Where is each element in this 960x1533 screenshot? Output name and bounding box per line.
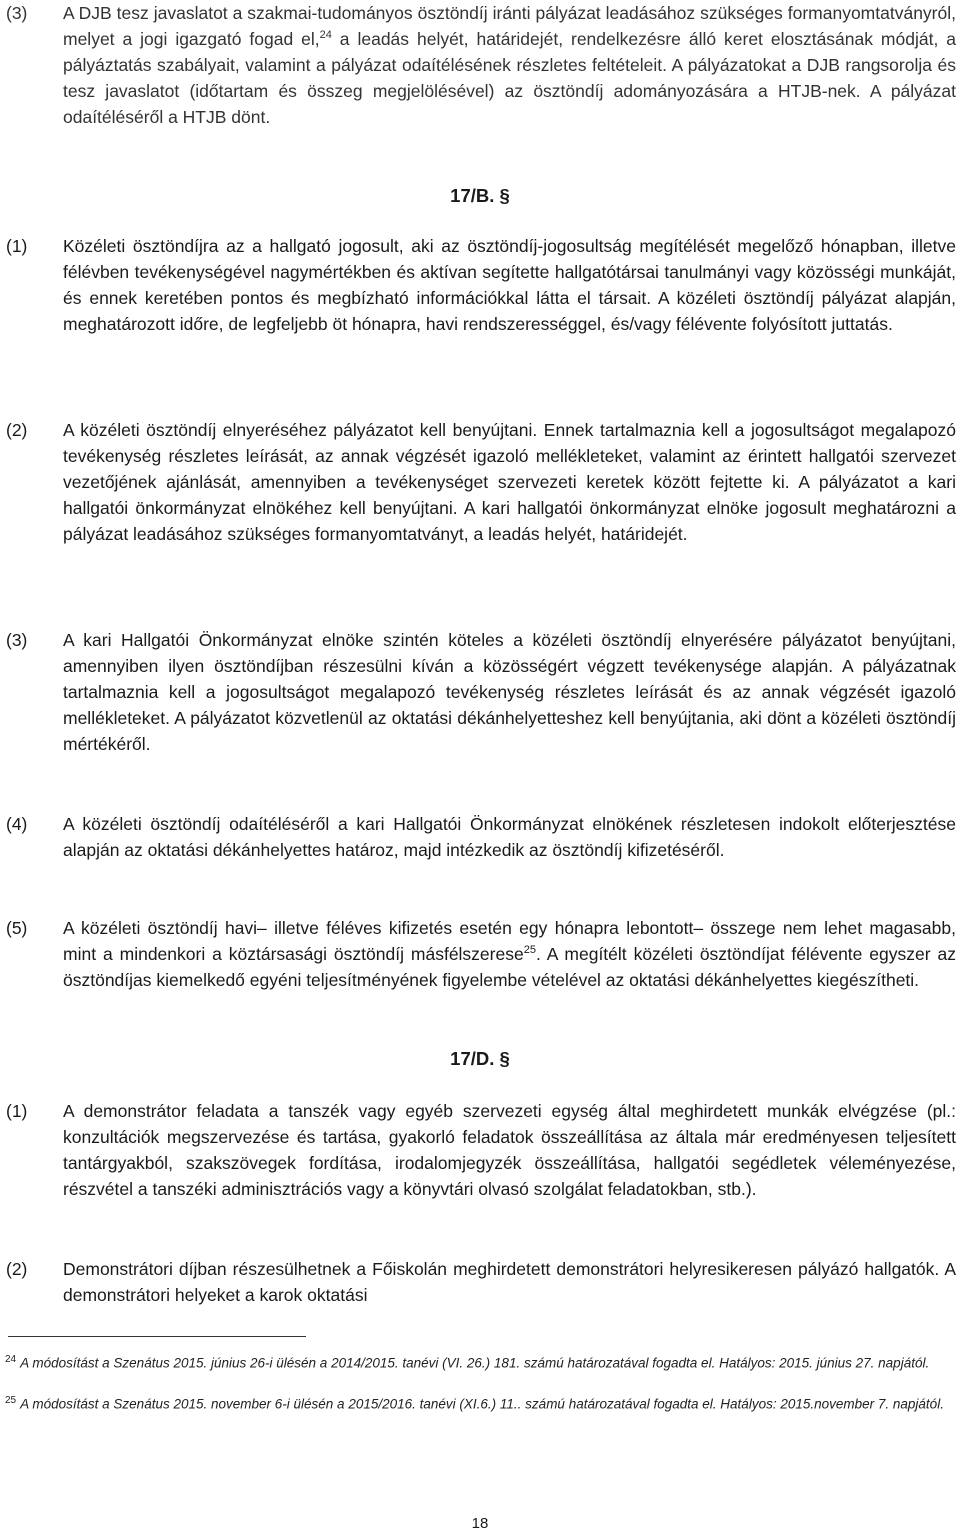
paragraph-text (63, 0, 956, 130)
paragraph-text: A közéleti ösztöndíj odaítéléséről a kari Hallgatói Önkormányzat elnökének részletesen indokolt előterjesztése alapján az oktatási dékánhelyettes határoz, majd intézkedik az ösztöndíj kifizetéséről. (63, 814, 956, 860)
paragraph-17b-3 (0, 627, 956, 757)
paragraph-text: A közéleti ösztöndíj elnyeréséhez pályázatot kell benyújtani. Ennek tartalmaznia kell a jogosultságot megalapozó tevékenység részletes leírását, az annak végzését igazoló mellékleteket, valamint az érintett hallgatói szervezet vezetőjének ajánlását, amennyiben a tevékenységet szervezeti keretek között fejtette ki. A pályázatot a kari hallgatói önkormányzat elnökéhez kell benyújtani. A kari hallgatói önkormányzat elnöke jogosult meghatározni a pályázat leadásához szükséges formanyomtatványt, a leadás helyét, határidejét. (63, 420, 956, 544)
paragraph-text: Közéleti ösztöndíjra az a hallgató jogosult, aki az ösztöndíj-jogosultság megítélését megelőző hónapban, illetve félévben tevékenységével nagymértékben és aktívan segítette hallgatótársai tanulmányi vagy közösségi munkáját, és ennek keretében pontos és megbízható információkkal látta el társait. A közéleti ösztöndíj pályázat alapján, meghatározott időre, de legfeljebb öt hónapra, havi rendszerességgel, és/vagy félévente folyósított juttatás. (63, 236, 956, 334)
page-number: 18 (471, 1515, 489, 1532)
footnote-text: A módosítást a Szenátus 2015. június 26-i ülésén a 2014/2015. tanévi (VI. 26.) 181. számú határozatával fogadta el. Hatályos: 2015. június 27. napjától. (20, 1355, 930, 1371)
section-heading-17b: 17/B. § (450, 185, 510, 206)
footnote-reference: 25 (523, 944, 536, 957)
footnote-text: A módosítást a Szenátus 2015. november 6-i ülésén a 2015/2016. tanévi (XI.6.) 11.. számú határozatával fogadta el. Hatályos: 2015.november 7. napjától. (20, 1396, 944, 1412)
paragraph-number: (1) (6, 236, 28, 256)
footnote-reference: 24 (319, 29, 332, 42)
paragraph-17d-2 (0, 1256, 956, 1308)
paragraph-number: (2) (6, 1259, 28, 1279)
paragraph-text-part: A DJB tesz javaslatot a szakmai-tudományos ösztöndíj iránti pályázat leadásához szükséges formanyomtatványról, melyet a jogi igazgató fogad el, (63, 3, 956, 49)
paragraph-text-part: . A megítélt közéleti ösztöndíjat félévente egyszer az ösztöndíjas kiemelkedő egyéni teljesítményének figyelembe vételével az oktatási dékánhelyettes kiegészítheti. (63, 944, 956, 990)
paragraph-number: (5) (6, 918, 28, 938)
footnote-number: 25 (5, 1395, 17, 1406)
paragraph-text: A kari Hallgatói Önkormányzat elnöke szintén köteles a közéleti ösztöndíj elnyerésére pályázatot benyújtani, amennyiben ilyen ösztöndíjban részesülni kíván a közösségért végzett tevékenysége alapján. A pályázatnak tartalmaznia kell a jogosultságot megalapozó tevékenység részletes leírását és az annak végzését igazoló mellékleteket. A pályázatot közvetlenül az oktatási dékánhelyetteshez kell benyújtania, aki dönt a közéleti ösztöndíj mértékéről. (63, 630, 956, 754)
footnote-number: 24 (5, 1354, 17, 1365)
paragraph-17b-4 (0, 811, 956, 863)
paragraph-text-part: A közéleti ösztöndíj havi– illetve féléves kifizetés esetén egy hónapra lebontott– összege nem lehet magasabb, mint a mindenkori a köztársasági ösztöndíj másfélszerese (63, 918, 956, 964)
paragraph-17b-2 (0, 417, 956, 547)
paragraph-number: (2) (6, 420, 28, 440)
paragraph-number: (1) (6, 1101, 28, 1121)
paragraph-number: (3) (6, 3, 28, 23)
paragraph-text (63, 915, 956, 993)
paragraph-text-part: a leadás helyét, határidejét, rendelkezésre álló keret elosztásának módját, a pályáztatás szabályait, valamint a pályázat odaítélésének részletes feltételeit. A pályázatokat a DJB rangsorolja és tesz javaslatot (időtartam és összeg megjelölésével) az ösztöndíj adományozására a HTJB-nek. A pályázat odaítéléséről a HTJB dönt. (63, 29, 956, 127)
paragraph-17b-1 (0, 233, 956, 337)
paragraph-top-3 (0, 0, 956, 130)
footnote-separator (8, 1336, 306, 1337)
paragraph-number: (3) (6, 630, 28, 650)
paragraph-text: Demonstrátori díjban részesülhetnek a Főiskolán meghirdetett demonstrátori helyresikeresen pályázó hallgatók. A demonstrátori helyeket a karok oktatási (63, 1259, 956, 1305)
footnote-24 (5, 1350, 956, 1374)
footnote-25 (5, 1391, 956, 1415)
paragraph-number: (4) (6, 814, 28, 834)
paragraph-text: A demonstrátor feladata a tanszék vagy egyéb szervezeti egység által meghirdetett munkák elvégzése (pl.: konzultációk megszervezése és tartása, gyakorló feladatok összeállítása az általa már eredményesen teljesített tantárgyakból, szakszövegek fordítása, irodalomjegyzék összeállítása, hallgatói segédletek véleményezése, részvétel a tanszéki adminisztrációs vagy a könyvtári olvasó szolgálat feladatokban, stb.). (63, 1101, 956, 1199)
paragraph-17d-1 (0, 1098, 956, 1202)
paragraph-17b-5 (0, 915, 956, 993)
section-heading-17d: 17/D. § (450, 1048, 510, 1069)
